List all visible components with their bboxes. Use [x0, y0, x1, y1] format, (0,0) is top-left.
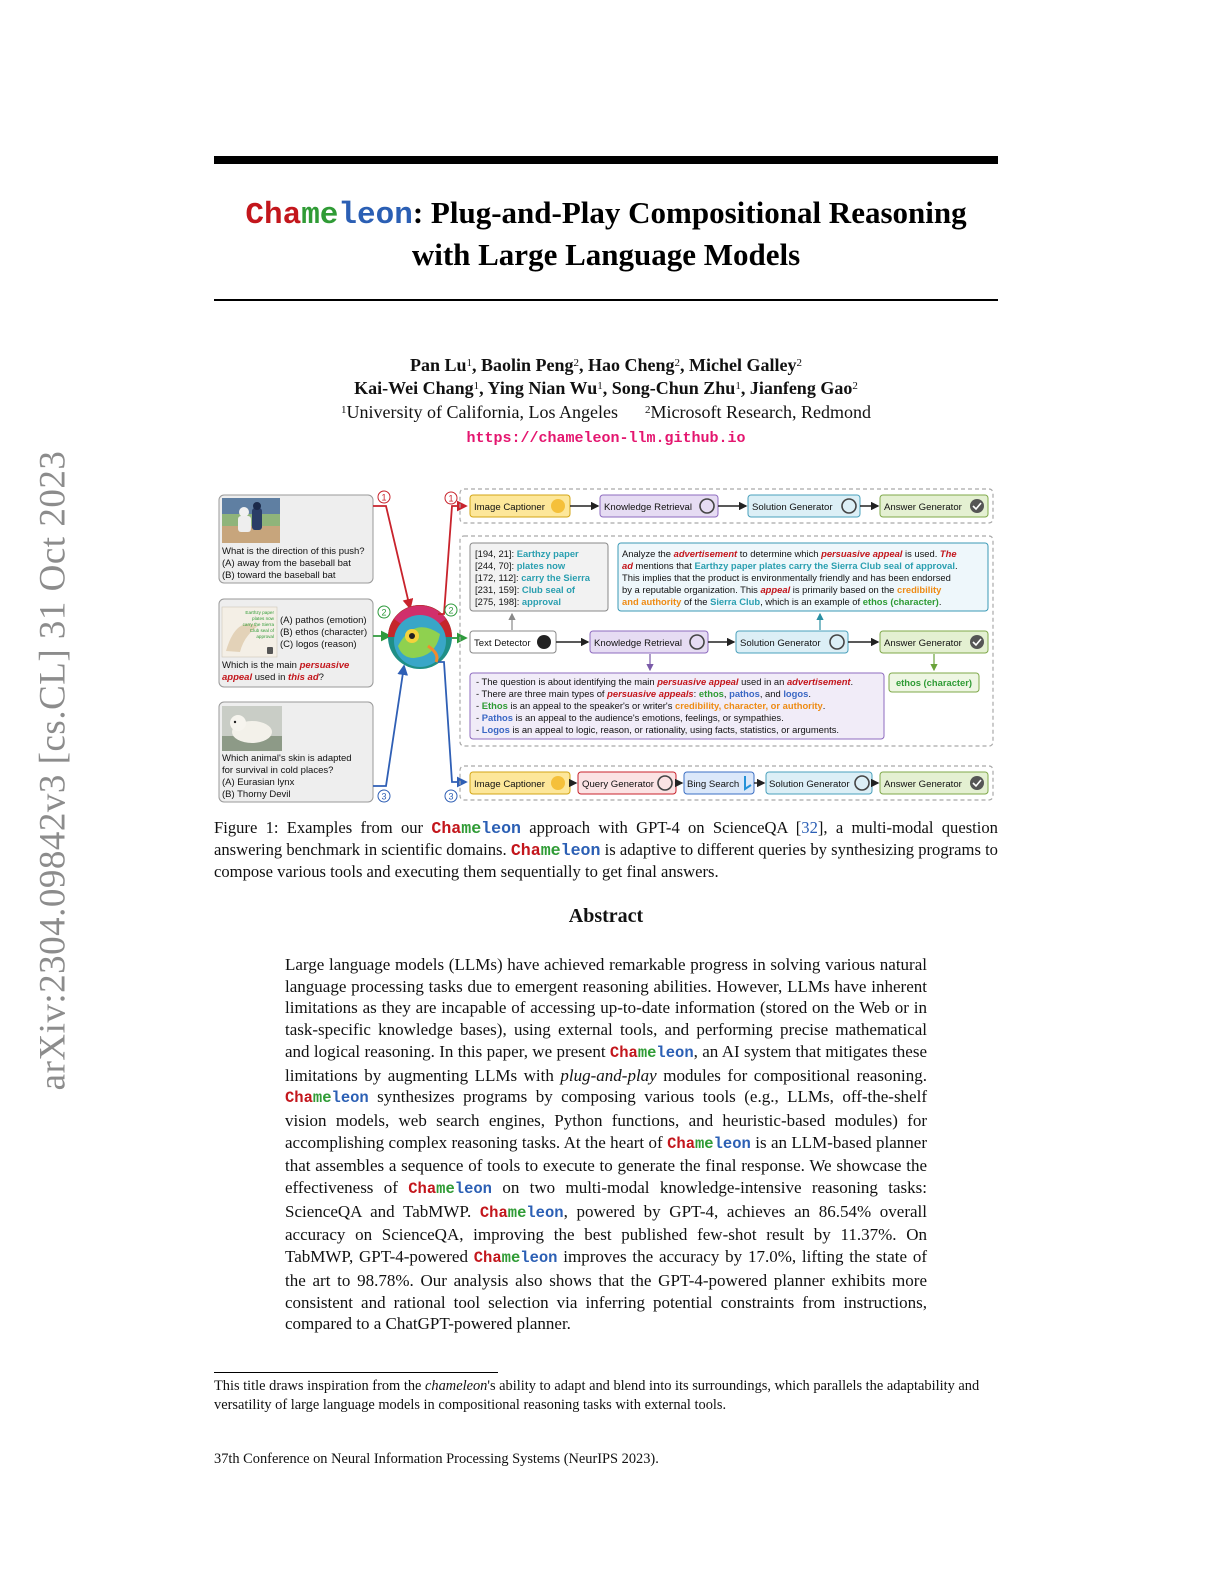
abstract-brand: Chameleon: [667, 1134, 751, 1153]
figure-1-diagram: [214, 486, 998, 806]
baseball-photo: [222, 498, 280, 543]
q2-option-c: (C) logos (reason): [280, 639, 357, 650]
svg-text:1: 1: [381, 492, 387, 503]
svg-text:[172, 112]: carry the Sierra: [172, 112]: carry the Sierra: [475, 572, 591, 583]
verify-gear-icon: [970, 499, 984, 513]
author-list: Pan Lu$^1$, Baolin Peng$^2$, Hao Cheng$^2$, Michel Galley$^2$ Kai-Wei Chang$^1$, Ying Nian Wu$^1$, Song-Chun Zhu$^1$, Jianfeng Gao$^2$: [354, 355, 858, 398]
affiliations: $^1$University of California, Los Angeles $^2$Microsoft Research, Redmond: [341, 402, 871, 422]
question-card-3: [219, 702, 373, 802]
svg-text:Bing Search: Bing Search: [687, 779, 740, 790]
svg-text:3: 3: [381, 791, 387, 802]
svg-text:[231, 159]: Club seal of: [231, 159]: Club seal of: [475, 584, 576, 595]
q2-question-line2: appeal used in this ad?: [222, 672, 324, 683]
footnote: This title draws inspiration from the chameleon's ability to adapt and blend into its surroundings, which parallels the adaptability and versatility of large language models in compositional reasoning tasks with external tools.: [214, 1378, 980, 1413]
svg-text:Answer Generator: Answer Generator: [884, 502, 962, 513]
title-rule-bottom: [214, 299, 998, 301]
row3-query-generator: [578, 772, 676, 794]
row2-solution-generator: [736, 631, 848, 653]
abstract-brand: Chameleon: [609, 1043, 694, 1062]
svg-text:- Pathos is an appeal to the a: - Pathos is an appeal to the audience's emotions, feelings, or sympathies.: [476, 712, 784, 723]
marker-right-3: [445, 790, 457, 802]
hugging-face-icon: [551, 776, 565, 790]
q3-option-b: (B) Thorny Devil: [222, 789, 291, 800]
svg-text:Knowledge Retrieval: Knowledge Retrieval: [594, 638, 682, 649]
figure-caption: Figure 1: Examples from our Chameleon approach with GPT-4 on ScienceQA [32], a multi-modal question answering benchmark in scientific domains. Chameleon is adaptive to different queries by synthesizing programs to compose various tools and executing them sequentially to get final answers.: [214, 818, 998, 881]
caption-brand: Chameleon: [510, 841, 601, 860]
marker-right-1: [445, 492, 457, 504]
row2-text-detector: [470, 631, 556, 653]
arrow-planner-to-program-3: [438, 662, 466, 782]
svg-text:by a reputable organization. T: by a reputable organization. This appeal is primarily based on the credibility: [622, 584, 942, 595]
ocr-output-box: [470, 543, 608, 611]
author: Hao Cheng: [588, 355, 675, 375]
svg-text:Answer Generator: Answer Generator: [884, 779, 962, 790]
q3-question-line2: for survival in cold places?: [222, 765, 334, 776]
svg-text:plates now: plates now: [252, 616, 274, 621]
svg-text:- Logos is an appeal to logic,: - Logos is an appeal to logic, reason, or rationality, using facts, statistics, or arguments.: [476, 724, 840, 735]
svg-text:1: 1: [448, 493, 454, 504]
author: Ying Nian Wu: [487, 378, 598, 398]
hugging-face-icon: [551, 499, 565, 513]
svg-text:Query Generator: Query Generator: [582, 779, 654, 790]
svg-text:approval: approval: [256, 634, 274, 639]
row1-image-captioner: [470, 495, 570, 517]
svg-text:Text Detector: Text Detector: [474, 638, 531, 649]
author: Jianfeng Gao: [749, 378, 853, 398]
row3-bing-search: [684, 772, 754, 794]
github-icon: [537, 635, 551, 649]
ad-image: [222, 607, 277, 657]
row3-image-captioner: [470, 772, 570, 794]
svg-text:[194, 21]: Earthzy paper: [194, 21]: Earthzy paper: [475, 548, 579, 559]
abstract-brand: Chameleon: [473, 1249, 558, 1268]
svg-text:carry the Sierra: carry the Sierra: [242, 622, 274, 627]
q1-question: What is the direction of this push?: [222, 546, 365, 557]
arrow-planner-to-program-1: [438, 506, 466, 614]
footnote-rule: [214, 1372, 498, 1373]
svg-text:and authority of the Sierra Cl: and authority of the Sierra Club, which is an example of ethos (character).: [622, 596, 942, 607]
question-card-2: [219, 599, 373, 687]
svg-text:Club seal of: Club seal of: [249, 628, 274, 633]
knowledge-output-box: [470, 673, 884, 739]
q2-question-line1: Which is the main persuasive: [222, 660, 350, 671]
row2-knowledge-retrieval: [590, 631, 708, 653]
q3-option-a: (A) Eurasian lynx: [222, 777, 295, 788]
project-url[interactable]: https://chameleon-llm.github.io: [466, 430, 746, 447]
caption-brand: Chameleon: [431, 819, 521, 838]
svg-text:Knowledge Retrieval: Knowledge Retrieval: [604, 502, 692, 513]
q2-option-b: (B) ethos (character): [280, 627, 368, 638]
author: Baolin Peng: [481, 355, 574, 375]
paper-title: Chameleon: Plug-and-Play Compositional Reasoning with Large Language Models: [245, 195, 967, 272]
arxiv-stamp: arXiv:2304.09842v3 [cs.CL] 31 Oct 2023: [32, 450, 74, 1090]
question-card-1: [219, 495, 373, 583]
marker-left-2: [378, 606, 390, 618]
svg-text:2: 2: [448, 605, 454, 616]
figure-1: [214, 486, 998, 806]
q1-option-a: (A) away from the baseball bat: [222, 558, 351, 569]
svg-text:This implies that the product: This implies that the product is environmentally friendly and has been endorsed: [622, 572, 951, 583]
svg-text:3: 3: [448, 791, 454, 802]
answer-chip: [889, 673, 979, 692]
venue-note: 37th Conference on Neural Information Processing Systems (NeurIPS 2023).: [214, 1451, 659, 1467]
svg-text:Solution Generator: Solution Generator: [769, 779, 850, 790]
row1-solution-generator: [748, 495, 860, 517]
svg-text:Solution Generator: Solution Generator: [740, 638, 821, 649]
citation-link[interactable]: 32: [801, 818, 818, 837]
svg-text:- The question is about identi: - The question is about identifying the main persuasive appeal used in an advertisement.: [476, 676, 854, 687]
solution-output-box: [618, 543, 988, 611]
row3-solution-generator: [766, 772, 872, 794]
svg-text:Image Captioner: Image Captioner: [474, 502, 545, 513]
svg-text:Image Captioner: Image Captioner: [474, 779, 545, 790]
svg-text:Answer Generator: Answer Generator: [884, 638, 962, 649]
q1-option-b: (B) toward the baseball bat: [222, 570, 336, 581]
svg-text:Solution Generator: Solution Generator: [752, 502, 833, 513]
author: Michel Galley: [689, 355, 797, 375]
row2-answer-generator: [880, 631, 988, 653]
abstract-heading: Abstract: [568, 905, 644, 927]
svg-text:ad mentions that Earthzy paper: ad mentions that Earthzy paper plates carry the Sierra Club seal of approval.: [622, 560, 958, 571]
polar-bear-photo: [222, 706, 282, 751]
row1-knowledge-retrieval: [600, 495, 718, 517]
svg-text:Earthzy paper: Earthzy paper: [245, 610, 274, 615]
svg-text:[275, 198]: approval: [275, 198]: approval: [475, 596, 561, 607]
title-brand: Chameleon: [245, 198, 413, 233]
arrow-q3-to-planner: [373, 666, 404, 786]
svg-text:ethos (character): ethos (character): [895, 677, 973, 688]
abstract-brand: Chameleon: [285, 1089, 369, 1108]
q3-question-line1: Which animal's skin is adapted: [222, 753, 352, 764]
abstract-body: Large language models (LLMs) have achieved remarkable progress in solving various natural language processing tasks due to emergent reasoning abilities. However, LLMs have inherent limitations as they are incapable of accessing up-to-date information (stored on the Web or in task-specific knowledge bases), using external tools, and performing precise mathematical and logical reasoning. In this paper, we present Chameleon, an AI system that mitigates these limitations by augmenting LLMs with plug-and-play modules for compositional reasoning. Chameleon synthesizes programs by composing various tools (e.g., LLMs, off-the-shelf vision models, web search engines, Python functions, and heuristic-based modules) for accomplishing complex reasoning tasks. At the heart of Chameleon is an LLM-based planner that assembles a sequence of tools to execute to generate the final response. We showcase the effectiveness of Chameleon on two multi-modal knowledge-intensive reasoning tasks: ScienceQA and TabMWP. Chameleon, powered by GPT-4, achieves an 86.54% overall accuracy on ScienceQA, improving the best published few-shot result by 11.37%. On TabMWP, GPT-4-powered Chameleon improves the accuracy by 17.0%, lifting the state of the art to 98.78%. Our analysis also shows that the GPT-4-powered planner exhibits more consistent and rational tool selection via inferring potential constraints from instructions, compared to a ChatGPT-powered planner.: [285, 955, 927, 1334]
verify-gear-icon: [970, 635, 984, 649]
marker-right-2: [445, 604, 457, 616]
abstract-brand: Chameleon: [408, 1180, 492, 1199]
svg-text:[244, 70]: plates now: [244, 70]: plates now: [475, 560, 566, 571]
svg-text:2: 2: [381, 607, 387, 618]
abstract-brand: Chameleon: [479, 1203, 564, 1222]
author: Kai-Wei Chang: [354, 378, 474, 398]
q2-option-a: (A) pathos (emotion): [280, 615, 367, 626]
author: Song-Chun Zhu: [611, 378, 736, 398]
title-rule-top: [214, 156, 998, 164]
arrow-q1-to-planner: [373, 506, 410, 608]
marker-left-1: [378, 491, 390, 503]
svg-text:- There are three main types o: - There are three main types of persuasive appeals: ethos, pathos, and logos.: [476, 688, 811, 699]
verify-gear-icon: [970, 776, 984, 790]
svg-text:- Ethos is an appeal to the sp: - Ethos is an appeal to the speaker's or writer's credibility, character, or authority.: [476, 700, 826, 711]
author: Pan Lu: [409, 355, 467, 375]
row3-answer-generator: [880, 772, 988, 794]
row1-answer-generator: [880, 495, 988, 517]
svg-text:Analyze the advertisement to d: Analyze the advertisement to determine which persuasive appeal is used. The: [622, 548, 957, 559]
marker-left-3: [378, 790, 390, 802]
